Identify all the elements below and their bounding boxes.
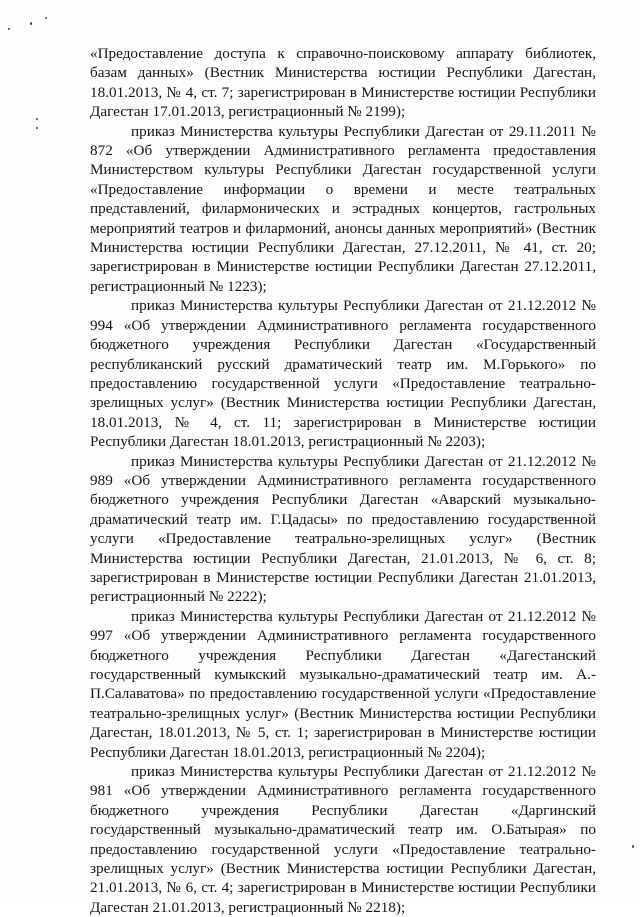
paragraph: «Предоставление доступа к справочно-поисковому аппарату библиотек, базам данных» (Вестник Министерства юстиции Республики Дагестан, 18.01.2013, № 4, ст. 7; зарегистрирован в Министерстве юстиции Республики Дагестан 17.01.2013, регистрационный № 2199); (90, 45, 596, 121)
paragraph: приказ Министерства культуры Республики Дагестан от 29.11.2011 № 872 «Об утверждении Административного регламента предоставления Министерством культуры Республики Дагестан государственной услуги «Предоставление информации о времени и месте театральных представлений, филармонических и эстрадных концертов, гастрольных мероприятий театров и филармоний, анонсы данных мероприятий» (Вестник Министерства юстиции Республики Дагестан, 27.12.2011, № 41, ст. 20; зарегистрирован в Министерстве юстиции Республики Дагестан 27.12.2011, регистрационный № 1223); (90, 122, 596, 295)
scan-speck (30, 22, 32, 25)
paragraph: приказ Министерства культуры Республики Дагестан от 21.12.2012 № 981 «Об утверждении Административного регламента государственного бюджетного учреждения Республики Дагестан «Даргинский государственный музыкально-драматический театр им. О.Батырая» по предоставлению государственной услуги «Предоставление театрально-зрелищных услуг» (Вестник Министерства юстиции Республики Дагестан, 21.01.2013, № 6, ст. 4; зарегистрирован в Министерстве юстиции Республики Дагестан 21.01.2013, регистрационный № 2218); (90, 763, 596, 916)
scan-speck (632, 845, 634, 848)
scan-speck (8, 28, 10, 30)
paragraph: приказ Министерства культуры Республики Дагестан от 21.12.2012 № 989 «Об утверждении Административного регламента государственного бюджетного учреждения Республики Дагестан «Аварский музыкально-драматический театр им. Г.Цадасы» по предоставлению государственной услуги «Предоставление театрально-зрелищных услуг» (Вестник Министерства юстиции Республики Дагестан, 21.01.2013, № 6, ст. 8; зарегистрирован в Министерстве юстиции Республики Дагестан 21.01.2013, регистрационный № 2222); (90, 452, 596, 606)
paragraph: приказ Министерства культуры Республики Дагестан от 21.12.2012 № 997 «Об утверждении Административного регламента государственного бюджетного учреждения Республики Дагестан «Дагестанский государственный кумыкский музыкально-драматический театр им. А.-П.Салаватова» по предоставлению государственной услуги «Предоставление театрально-зрелищных услуг» (Вестник Министерства юстиции Республики Дагестан, 18.01.2013, № 5, ст. 1; зарегистрирован в Министерстве юстиции Республики Дагестан 18.01.2013, регистрационный № 2204); (90, 607, 596, 761)
scan-speck (45, 17, 47, 19)
scan-speck (36, 127, 38, 129)
paragraph: приказ Министерства культуры Республики Дагестан от 21.12.2012 № 994 «Об утверждении Административного регламента государственного бюджетного учреждения Республики Дагестан «Государственный республиканский русский драматический театр им. М.Горького» по предоставлению государственной услуги «Предоставление театрально-зрелищных услуг» (Вестник Министерства юстиции Республики Дагестан, 18.01.2013, № 4, ст. 11; зарегистрирован в Министерстве юстиции Республики Дагестан 18.01.2013, регистрационный № 2203); (90, 297, 596, 451)
document-body (90, 44, 596, 917)
scan-speck (36, 118, 38, 120)
